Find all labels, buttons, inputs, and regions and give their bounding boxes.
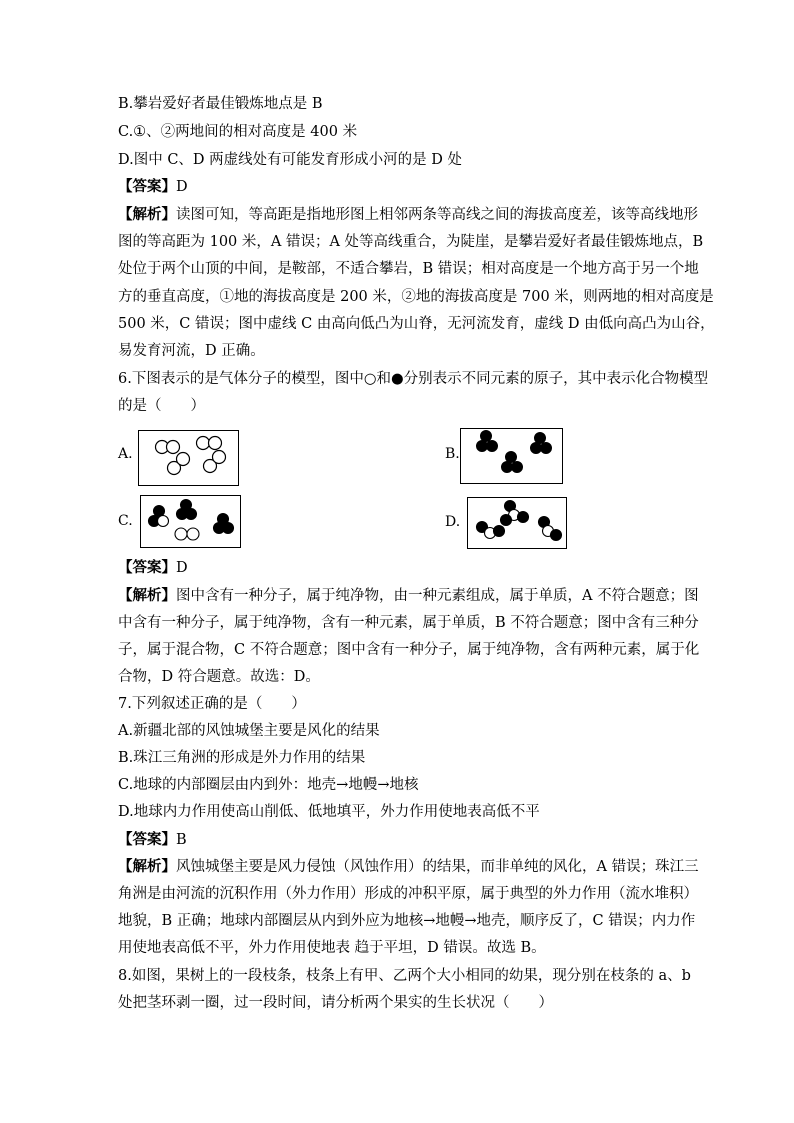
analysis-label: 【解析】 — [118, 858, 176, 875]
q5-answer — [118, 177, 188, 197]
q7-answer — [118, 830, 187, 850]
q5-analysis-line-1 — [118, 205, 698, 225]
q5-option-d: D.图中 C、D 两虚线处有可能发育形成小河的是 D 处 — [118, 152, 462, 168]
q6-option-b-label: B. — [445, 446, 460, 462]
q6-stem-line-2: 的是（ ） — [118, 398, 205, 414]
q7-analysis-line-1 — [118, 857, 699, 877]
q6-option-c-diagram — [140, 495, 241, 548]
q7-analysis-line-4: 用使地表高低不平，外力作用使地表 趋于平坦，D 错误。故选 B。 — [118, 940, 546, 956]
q7-analysis-line-3: 地貌，B 正确；地球内部圈层从内到外应为地核→地幔→地壳，顺序反了，C 错误；内力作 — [118, 913, 696, 929]
q8-stem-line-2: 处把茎环剥一圈，过一段时间，请分析两个果实的生长状况（ ） — [118, 995, 553, 1011]
q5-analysis-line-5: 500 米，C 错误；图中虚线 C 由高向低凸为山脊，无河流发育，虚线 D 由低向高凸为山谷， — [118, 316, 715, 332]
q7-option-a: A.新疆北部的风蚀城堡主要是风化的结果 — [118, 723, 380, 739]
molecule-diagram-c — [141, 496, 239, 546]
molecule-diagram-b — [461, 429, 561, 482]
q6-option-c-label: C. — [118, 513, 133, 529]
q6-option-a-diagram — [138, 430, 239, 486]
analysis-text: 风蚀城堡主要是风力侵蚀（风蚀作用）的结果，而非单纯的风化，A 错误；珠江三 — [176, 859, 699, 875]
q5-analysis-line-2: 图的等高距为 100 米，A 错误；A 处等高线重合，为陡崖，是攀岩爱好者最佳锻炼地点，B — [118, 234, 704, 250]
molecule-diagram-a — [139, 431, 237, 484]
q6-analysis-line-4: 合物，D 符合题意。故选：D。 — [118, 669, 320, 685]
q6-analysis-line-3: 子，属于混合物，C 不符合题意；图中含有一种分子，属于纯净物，含有两种元素，属于化 — [118, 642, 700, 658]
q6-option-d-diagram — [467, 497, 567, 549]
q5-analysis-line-4: 方的垂直高度，①地的海拔高度是 200 米，②地的海拔高度是 700 米，则两地的相对高度是 — [118, 289, 714, 305]
q6-stem-line-1: 6.下图表示的是气体分子的模型，图中○和●分别表示不同元素的原子，其中表示化合物模型 — [118, 371, 709, 387]
q6-analysis-line-1 — [118, 586, 699, 606]
analysis-text: 图中含有一种分子，属于纯净物，由一种元素组成，属于单质，A 不符合题意；图 — [176, 588, 699, 604]
analysis-label: 【解析】 — [118, 206, 176, 223]
q7-analysis-line-2: 角洲是由河流的沉积作用（外力作用）形成的冲积平原，属于典型的外力作用（流水堆积） — [118, 886, 698, 902]
answer-label: 【答案】 — [118, 831, 176, 848]
analysis-label: 【解析】 — [118, 587, 176, 604]
molecule-diagram-d — [468, 498, 565, 547]
q8-stem-line-1: 8.如图，果树上的一段枝条，枝条上有甲、乙两个大小相同的幼果，现分别在枝条的 a、b — [118, 968, 691, 984]
q7-stem: 7.下列叙述正确的是（ ） — [118, 696, 306, 712]
q5-option-c: C.①、②两地间的相对高度是 400 米 — [118, 124, 358, 140]
q5-analysis-line-3: 处位于两个山顶的中间，是鞍部，不适合攀岩，B 错误；相对高度是一个地方高于另一个地 — [118, 261, 699, 277]
answer-label: 【答案】 — [118, 178, 176, 195]
answer-value: D — [176, 179, 188, 195]
q5-analysis-line-6: 易发育河流，D 正确。 — [118, 343, 265, 359]
q6-option-a-label: A. — [118, 446, 133, 462]
q6-answer — [118, 558, 188, 578]
q5-option-b: B.攀岩爱好者最佳锻炼地点是 B — [118, 96, 323, 112]
answer-value: B — [176, 832, 187, 848]
analysis-text: 读图可知，等高距是指地形图上相邻两条等高线之间的海拔高度差，该等高线地形 — [176, 207, 698, 223]
q6-analysis-line-2: 中含有一种分子，属于纯净物，含有一种元素，属于单质，B 不符合题意；图中含有三种分 — [118, 615, 699, 631]
answer-label: 【答案】 — [118, 559, 176, 576]
q7-option-c: C.地球的内部圈层由内到外：地壳→地幔→地核 — [118, 777, 419, 793]
q7-option-d: D.地球内力作用使高山削低、低地填平，外力作用使地表高低不平 — [118, 804, 540, 820]
q6-option-d-label: D. — [445, 514, 461, 530]
q7-option-b: B.珠江三角洲的形成是外力作用的结果 — [118, 750, 366, 766]
answer-value: D — [176, 560, 188, 576]
q6-option-b-diagram — [460, 428, 563, 484]
